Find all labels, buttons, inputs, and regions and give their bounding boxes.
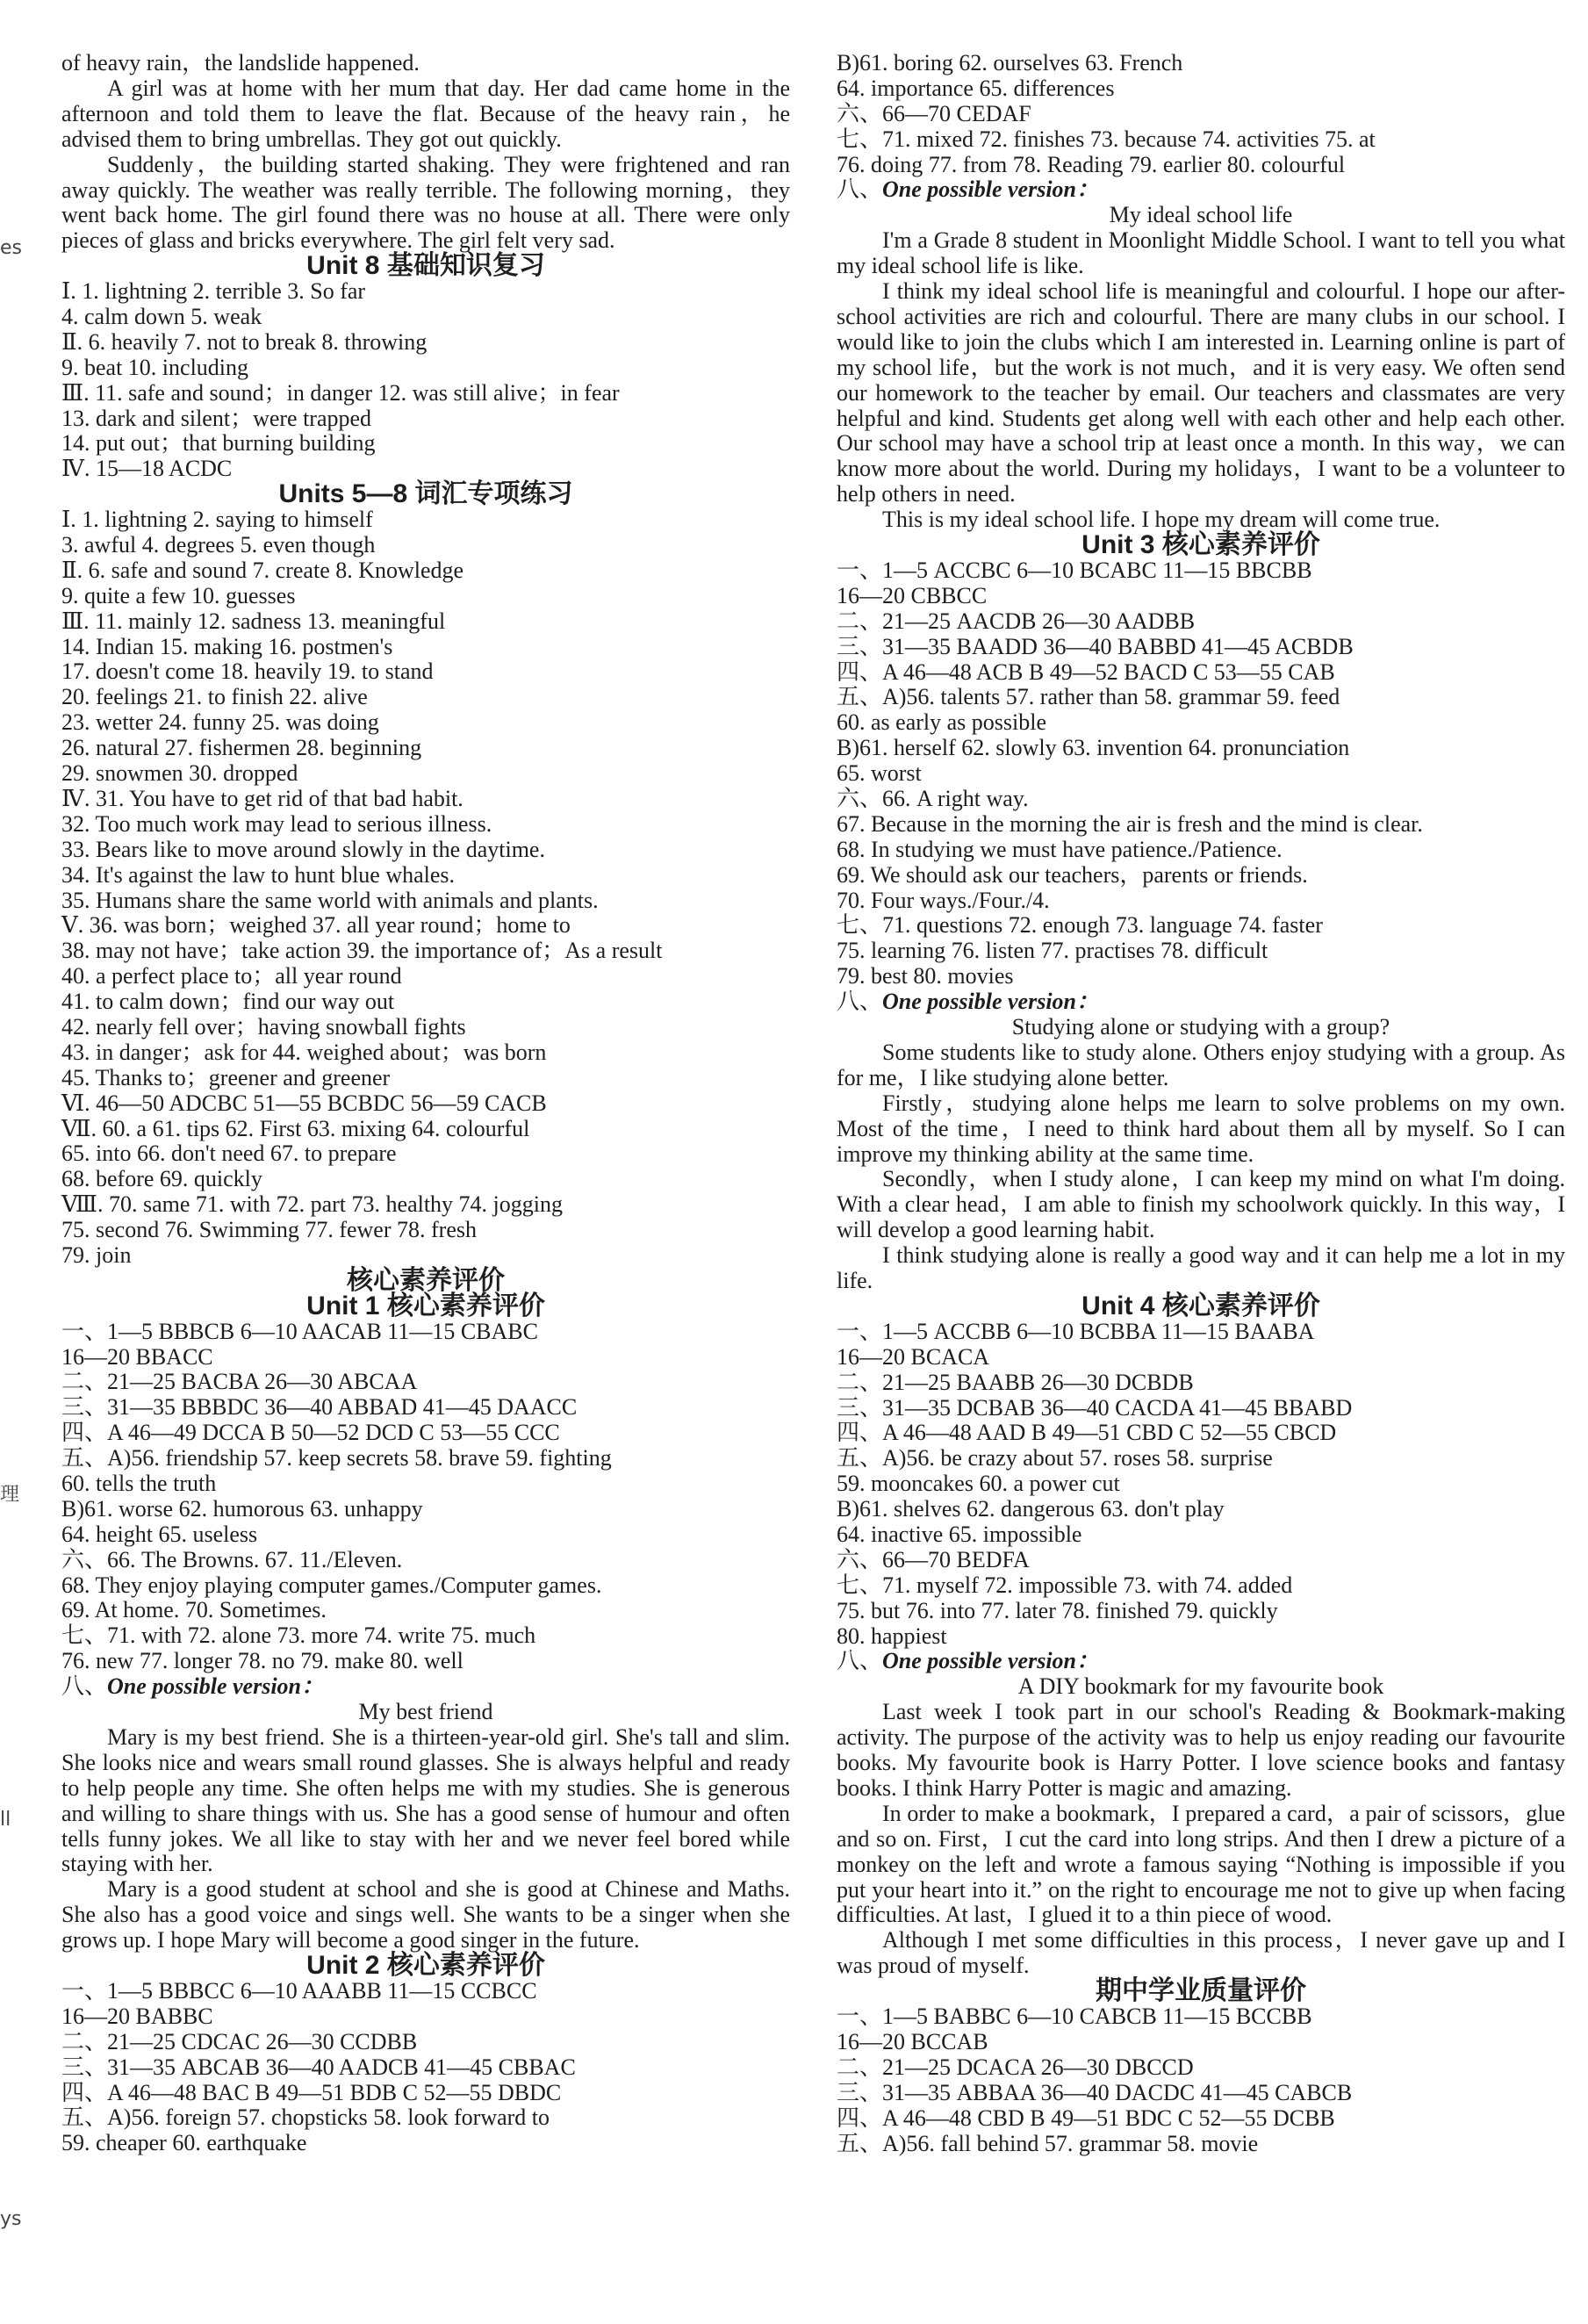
margin-fragment: ll xyxy=(0,1809,11,1831)
answer-line: 59. mooncakes 60. a power cut xyxy=(837,1471,1120,1497)
answer-line: 64. height 65. useless xyxy=(61,1521,258,1547)
answer-line: 20. feelings 21. to finish 22. alive xyxy=(61,684,368,710)
answer-line: 65. worst xyxy=(837,760,922,787)
essay-paragraph: I'm a Grade 8 student in Moonlight Middle School. I want to tell you what my ideal school life is like. xyxy=(837,227,1565,279)
answer-line: 29. snowmen 30. dropped xyxy=(61,760,298,787)
section-number: 八、 xyxy=(61,1673,108,1700)
answer-line: 79. best 80. movies xyxy=(837,963,1014,989)
possible-version-text: One possible version： xyxy=(882,1648,1100,1674)
answer-line: 35. Humans share the same world with animals and plants. xyxy=(61,887,599,913)
answer-line: 40. a perfect place to；all year round xyxy=(61,963,402,989)
essay-paragraph: Firstly，studying alone helps me learn to solve problems on my own. Most of the time，I need to think hard about them all by myself. So I can improve my thinking ability at the same time. xyxy=(837,1090,1565,1167)
possible-version-label xyxy=(837,177,1565,203)
answer-line: 76. doing 77. from 78. Reading 79. earlier 80. colourful xyxy=(837,151,1346,177)
answer-line: 9. quite a few 10. guesses xyxy=(61,582,296,608)
answer-line: Ⅵ. 46—50 ADCBC 51—55 BCBDC 56—59 CACB xyxy=(61,1090,547,1116)
answer-line: 67. Because in the morning the air is fresh and the mind is clear. xyxy=(837,810,1423,837)
essay-paragraph: Mary is my best friend. She is a thirteen-year-old girl. She's tall and slim. She looks nice and wears small round glasses. She is always helpful and ready to help people any time. She often helps me with my studies. She is generous and willing to share things with us. She has a good sense of humour and often tells funny jokes. We all like to stay with her and we never feel bored while staying with her. xyxy=(61,1723,790,1877)
answer-line: 三、31—35 BAADD 36—40 BABBD 41—45 ACBDB xyxy=(837,633,1354,659)
section-heading: 核心素养评价 xyxy=(347,1265,505,1295)
answer-line: 一、1—5 BBBCB 6—10 AACAB 11—15 CBABC xyxy=(61,1318,538,1344)
answer-line: 二、21—25 DCACA 26—30 DBCCD xyxy=(837,2054,1194,2080)
answer-line: 69. We should ask our teachers，parents or friends. xyxy=(837,861,1308,888)
answer-line: 五、A)56. friendship 57. keep secrets 58. brave 59. fighting xyxy=(61,1445,612,1471)
answer-line: 一、1—5 BBBCC 6—10 AAABB 11—15 CCBCC xyxy=(61,1977,537,2004)
answer-line: Ⅷ. 70. same 71. with 72. part 73. healthy 74. jogging xyxy=(61,1191,563,1218)
answer-line: B)61. boring 62. ourselves 63. French xyxy=(837,50,1183,76)
answer-line: 4. calm down 5. weak xyxy=(61,304,262,330)
answer-line: 16—20 BCACA xyxy=(837,1343,990,1370)
answer-line: 三、31—35 BBBDC 36—40 ABBAD 41—45 DAACC xyxy=(61,1394,578,1421)
answer-line: 七、71. questions 72. enough 73. language 74. faster xyxy=(837,912,1323,939)
answer-line: 68. In studying we must have patience./Patience. xyxy=(837,836,1283,862)
answer-line: 32. Too much work may lead to serious illness. xyxy=(61,810,492,837)
answer-line: Ⅴ. 36. was born；weighed 37. all year round；home to xyxy=(61,912,571,939)
margin-fragment: ys xyxy=(0,2208,22,2230)
answer-line: 16—20 BBACC xyxy=(61,1343,213,1370)
answer-line: 38. may not have；take action 39. the importance of；As a result xyxy=(61,938,663,964)
essay-title: A DIY bookmark for my favourite book xyxy=(1017,1673,1384,1700)
answer-line: 六、66—70 BEDFA xyxy=(837,1546,1030,1572)
answer-line: 一、1—5 ACCBC 6—10 BCABC 11—15 BBCBB xyxy=(837,558,1312,583)
essay-paragraph: I think my ideal school life is meaningful and colourful. I hope our after-school activities are rich and colourful. There are many clubs in our school. I would like to join the clubs which I am interested in. Learning online is part of my school life，but the work is not much，and it is very easy. We often send our homework to the teacher by email. Our teachers and classmates are very helpful and kind. Students get along well with each other and help each other. Our school may have a school trip at least once a month. In this way，we can know more about the world. During my holidays，I want to be a volunteer to help others in need. xyxy=(837,278,1565,507)
answer-line: 17. doesn't come 18. heavily 19. to stand xyxy=(61,658,434,685)
possible-version-text: One possible version： xyxy=(882,176,1100,203)
answer-line: 3. awful 4. degrees 5. even though xyxy=(61,532,376,558)
answer-line: 16—20 CBBCC xyxy=(837,582,988,608)
section-heading: Unit 2 核心素养评价 xyxy=(306,1951,545,1981)
answer-line: 七、71. myself 72. impossible 73. with 74. added xyxy=(837,1572,1293,1598)
answer-line: 16—20 BCCAB xyxy=(837,2028,988,2054)
answer-line: Ⅰ. 1. lightning 2. terrible 3. So far xyxy=(61,278,366,305)
answer-line: Ⅱ. 6. heavily 7. not to break 8. throwing xyxy=(61,328,428,355)
answer-line: 二、21—25 BACBA 26—30 ABCAA xyxy=(61,1369,418,1395)
possible-version-label xyxy=(61,1674,790,1700)
answer-line: 四、A 46—48 ACB B 49—52 BACD C 53—55 CAB xyxy=(837,658,1335,685)
essay-title: My ideal school life xyxy=(1109,202,1293,228)
answer-line: 五、A)56. be crazy about 57. roses 58. surprise xyxy=(837,1445,1273,1471)
answer-line: 三、31—35 DCBAB 36—40 CACDA 41—45 BBABD xyxy=(837,1394,1353,1421)
answer-line: 四、A 46—48 BAC B 49—51 BDB C 52—55 DBDC xyxy=(61,2079,562,2105)
essay-paragraph: Suddenly，the building started shaking. They were frightened and ran away quickly. The weather was really terrible. The following morning，they went back home. The girl found there was no house at all. There were only pieces of glass and bricks everywhere. The girl felt very sad. xyxy=(61,151,790,254)
possible-version-label xyxy=(837,989,1565,1015)
section-number: 八、 xyxy=(837,1648,883,1674)
answer-line: 五、A)56. foreign 57. chopsticks 58. look forward to xyxy=(61,2105,550,2131)
answer-line: 23. wetter 24. funny 25. was doing xyxy=(61,709,379,736)
answer-line: 69. At home. 70. Sometimes. xyxy=(61,1597,327,1623)
possible-version-text: One possible version： xyxy=(107,1673,325,1700)
essay-paragraph: In order to make a bookmark，I prepared a card，a pair of scissors，glue and so on. First，I cut the card into long strips. And then I drew a picture of a monkey on the left and wrote a famous saying “Nothing is impossible if you put your heart into it.” on the right to encourage me not to give up when facing difficulties. At last，I glued it to a thin piece of wood. xyxy=(837,1800,1565,1928)
answer-line: 75. but 76. into 77. later 78. finished 79. quickly xyxy=(837,1597,1278,1623)
answer-line: 34. It's against the law to hunt blue whales. xyxy=(61,861,456,888)
margin-fragment: 理 xyxy=(0,1484,20,1506)
essay-paragraph: This is my ideal school life. I hope my dream will come true. xyxy=(882,507,1441,533)
answer-line: 26. natural 27. fishermen 28. beginning xyxy=(61,735,422,761)
answer-line: 45. Thanks to；greener and greener xyxy=(61,1064,391,1090)
answer-line: 六、66—70 CEDAF xyxy=(837,100,1031,126)
essay-paragraph: A girl was at home with her mum that day. Her dad came home in the afternoon and told them to leave the flat. Because of the heavy rain，he advised them to bring umbrellas. They got out quickly. xyxy=(61,75,790,152)
margin-fragment: es xyxy=(0,237,22,259)
answer-line: 70. Four ways./Four./4. xyxy=(837,887,1050,913)
essay-paragraph: Some students like to study alone. Others enjoy studying with a group. As for me，I like studying alone better. xyxy=(837,1039,1565,1090)
answer-line: B)61. worse 62. humorous 63. unhappy xyxy=(61,1495,423,1522)
essay-paragraph: I think studying alone is really a good way and it can help me a lot in my life. xyxy=(837,1242,1565,1294)
answer-line: 六、66. The Browns. 67. 11./Eleven. xyxy=(61,1546,403,1572)
answer-line: 41. to calm down；find our way out xyxy=(61,989,395,1015)
answer-line: B)61. shelves 62. dangerous 63. don't play xyxy=(837,1496,1225,1522)
answer-line: 四、A 46—48 AAD B 49—51 CBD C 52—55 CBCD xyxy=(837,1420,1337,1446)
answer-line: 16—20 BABBC xyxy=(61,2003,213,2029)
answer-line: 33. Bears like to move around slowly in the daytime. xyxy=(61,836,545,862)
answer-line: 二、21—25 AACDB 26—30 AADBB xyxy=(837,608,1196,634)
answer-line: 59. cheaper 60. earthquake xyxy=(61,2130,307,2156)
section-heading: Unit 1 核心素养评价 xyxy=(306,1291,545,1320)
answer-line: 76. new 77. longer 78. no 79. make 80. well xyxy=(61,1648,463,1674)
answer-line: 65. into 66. don't need 67. to prepare xyxy=(61,1140,397,1167)
answer-line: 64. inactive 65. impossible xyxy=(837,1522,1082,1547)
section-heading: Units 5—8 词汇专项练习 xyxy=(278,479,573,509)
answer-line: 42. nearly fell over；having snowball fights xyxy=(61,1013,466,1040)
answer-line: 60. as early as possible xyxy=(837,709,1047,736)
answer-line: 79. join xyxy=(61,1241,132,1268)
answer-line: 68. They enjoy playing computer games./Computer games. xyxy=(61,1572,602,1598)
answer-line: 五、A)56. talents 57. rather than 58. grammar 59. feed xyxy=(837,684,1340,710)
answer-line: 75. second 76. Swimming 77. fewer 78. fresh xyxy=(61,1217,477,1243)
section-number: 八、 xyxy=(837,989,883,1015)
answer-line: 三、31—35 ABCAB 36—40 AADCB 41—45 CBBAC xyxy=(61,2054,576,2080)
answer-line: 七、71. mixed 72. finishes 73. because 74. activities 75. at xyxy=(837,126,1376,152)
answer-line: Ⅲ. 11. safe and sound；in danger 12. was still alive；in fear xyxy=(61,379,620,406)
answer-line: Ⅰ. 1. lightning 2. saying to himself xyxy=(61,507,373,533)
answer-line: 9. beat 10. including xyxy=(61,354,249,380)
essay-paragraph: Secondly，when I study alone，I can keep my mind on what I'm doing. With a clear head，I am able to finish my schoolwork quickly. In this way，I will develop a good learning habit. xyxy=(837,1166,1565,1243)
answer-line: Ⅳ. 31. You have to get rid of that bad habit. xyxy=(61,785,463,811)
essay-title: My best friend xyxy=(358,1699,493,1724)
essay-paragraph: Although I met some difficulties in this process，I never gave up and I was proud of myself. xyxy=(837,1927,1565,1979)
answer-line: 二、21—25 BAABB 26—30 DCBDB xyxy=(837,1369,1194,1395)
answer-line: 二、21—25 CDCAC 26—30 CCDBB xyxy=(61,2028,418,2054)
possible-version-label xyxy=(837,1649,1565,1674)
answer-line: Ⅶ. 60. a 61. tips 62. First 63. mixing 64. colourful xyxy=(61,1115,530,1141)
answer-line: Ⅱ. 6. safe and sound 7. create 8. Knowledge xyxy=(61,557,464,583)
essay-paragraph: Last week I took part in our school's Reading & Bookmark-making activity. The purpose of the activity was to help us enjoy reading our favourite books. My favourite book is Harry Potter. I love science books and fantasy books. I think Harry Potter is magic and amazing. xyxy=(837,1699,1565,1801)
answer-line: 43. in danger；ask for 44. weighed about；was born xyxy=(61,1039,547,1065)
essay-title: Studying alone or studying with a group? xyxy=(1011,1014,1390,1040)
section-heading: Unit 4 核心素养评价 xyxy=(1081,1291,1320,1320)
answer-line: 14. put out；that burning building xyxy=(61,430,376,457)
section-heading: Unit 8 基础知识复习 xyxy=(306,251,545,281)
answer-line: 四、A 46—49 DCCA B 50—52 DCD C 53—55 CCC xyxy=(61,1420,560,1446)
answer-line: 一、1—5 ACCBB 6—10 BCBBA 11—15 BAABA xyxy=(837,1318,1315,1344)
essay-paragraph: Mary is a good student at school and she is good at Chinese and Maths. She also has a good voice and sings well. She wants to be a singer when she grows up. I hope Mary will become a good singer in the future. xyxy=(61,1876,790,1953)
section-number: 八、 xyxy=(837,176,883,203)
answer-line: 80. happiest xyxy=(837,1622,947,1649)
possible-version-text: One possible version： xyxy=(882,989,1100,1015)
answer-line: 一、1—5 BABBC 6—10 CABCB 11—15 BCCBB xyxy=(837,2004,1312,2030)
section-heading: Unit 3 核心素养评价 xyxy=(1081,530,1320,560)
left-column xyxy=(61,51,790,2156)
answer-line: Ⅲ. 11. mainly 12. sadness 13. meaningful xyxy=(61,608,446,634)
answer-line: 64. importance 65. differences xyxy=(837,75,1115,101)
answer-line: 68. before 69. quickly xyxy=(61,1166,262,1192)
answer-line: 14. Indian 15. making 16. postmen's xyxy=(61,633,393,659)
answer-line: 75. learning 76. listen 77. practises 78. difficult xyxy=(837,938,1268,964)
answer-line: 七、71. with 72. alone 73. more 74. write 75. much xyxy=(61,1622,536,1649)
answer-line: 五、A)56. fall behind 57. grammar 58. movie xyxy=(837,2130,1259,2156)
answer-line: 60. tells the truth xyxy=(61,1470,217,1496)
section-heading: 期中学业质量评价 xyxy=(1096,1976,1306,2006)
answer-line: 六、66. A right way. xyxy=(837,786,1029,812)
answer-line: 13. dark and silent；were trapped xyxy=(61,405,372,431)
answer-line: 三、31—35 ABBAA 36—40 DACDC 41—45 CABCB xyxy=(837,2079,1353,2105)
answer-line: 四、A 46—48 CBD B 49—51 BDC C 52—55 DCBB xyxy=(837,2105,1335,2131)
right-column xyxy=(837,51,1565,2156)
answer-line: Ⅳ. 15—18 ACDC xyxy=(61,456,233,482)
answer-line: B)61. herself 62. slowly 63. invention 64. pronunciation xyxy=(837,735,1350,761)
answer-line: of heavy rain，the landslide happened. xyxy=(61,50,420,76)
